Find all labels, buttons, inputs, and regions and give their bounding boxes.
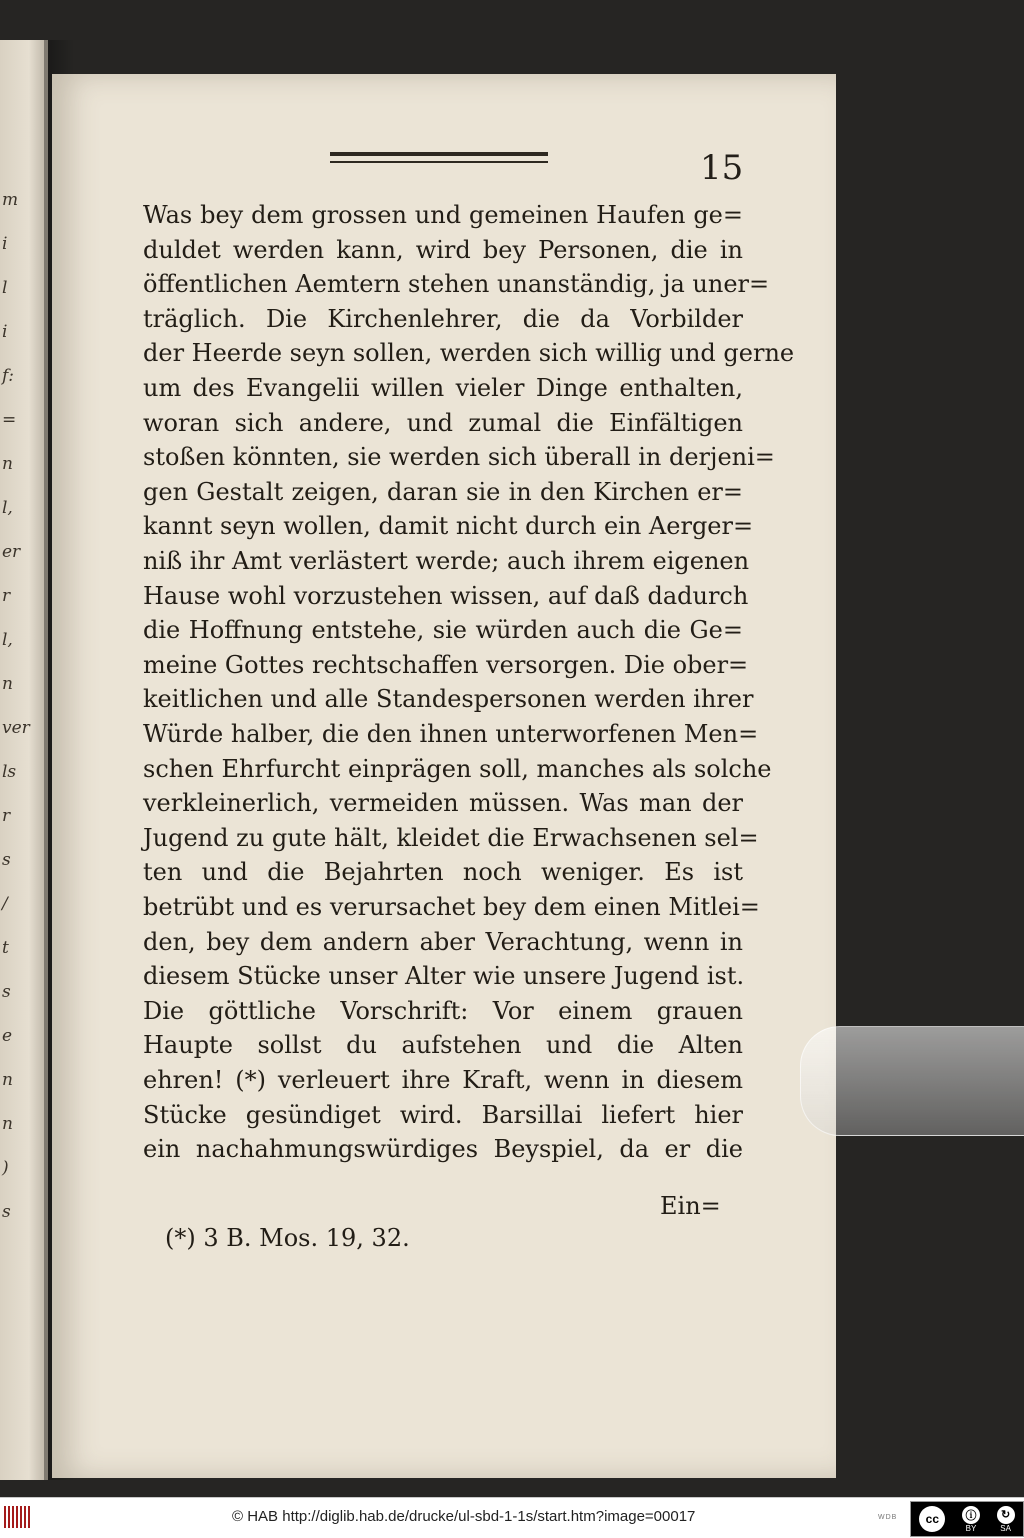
by-part: [962, 1506, 980, 1533]
text-line: die Hoffnung entstehe, sie würden auch die Ge=: [143, 616, 743, 645]
text-line: schen Ehrfurcht einprägen soll, manches als solche: [143, 754, 772, 783]
page-clip: [800, 1026, 1024, 1136]
text-line: stoßen könnten, sie werden sich überall in derjeni=: [143, 443, 775, 472]
prev-page-mark: n: [2, 454, 13, 474]
wdb-mark: WDB: [878, 1514, 898, 1521]
text-line: der Heerde seyn sollen, werden sich willig und gerne: [143, 339, 795, 368]
prev-page-mark: ver: [2, 718, 30, 738]
footer-bar: [0, 1497, 1024, 1538]
text-line: Würde halber, die den ihnen unterworfenen Men=: [143, 720, 759, 748]
text-line: Stücke gesündiget wird. Barsillai liefert hier: [143, 1100, 743, 1129]
sa-label: SA: [1000, 1523, 1011, 1533]
text-line: Was bey dem grossen und gemeinen Haufen ge=: [143, 201, 743, 229]
text-line: woran sich andere, und zumal die Einfältigen: [143, 408, 743, 437]
prev-page-mark: m: [2, 190, 19, 210]
text-line: gen Gestalt zeigen, daran sie in den Kirchen er=: [143, 477, 743, 506]
header-rule-thin: [330, 161, 548, 163]
catchword: Ein=: [660, 1192, 721, 1220]
prev-page-mark: n: [2, 674, 13, 694]
hab-logo-icon[interactable]: [4, 1506, 38, 1530]
prev-page-mark: i: [2, 322, 8, 342]
text-line: kannt seyn wollen, damit nicht durch ein Aerger=: [143, 512, 754, 541]
prev-page-mark: ls: [2, 762, 17, 782]
prev-page-mark: e: [2, 1026, 13, 1046]
text-line: Die göttliche Vorschrift: Vor einem grauen: [143, 996, 743, 1025]
previous-page-edge: [0, 40, 48, 1480]
text-line: den, bey dem andern aber Verachtung, wenn in: [143, 927, 743, 956]
prev-page-mark: t: [2, 938, 9, 958]
prev-page-mark: ): [2, 1158, 9, 1178]
text-line: Haupte sollst du aufstehen und die Alten: [143, 1031, 743, 1060]
sa-part: [997, 1506, 1015, 1533]
share-alike-icon: ↻: [997, 1506, 1015, 1524]
text-line: diesem Stücke unser Alter wie unsere Jugend ist.: [143, 962, 745, 991]
text-line: ten und die Bejahrten noch weniger. Es ist: [143, 858, 743, 887]
text-line: duldet werden kann, wird bey Personen, die in: [143, 235, 743, 264]
text-line: ein nachahmungswürdiges Beyspiel, da er die: [143, 1135, 743, 1164]
copyright-link[interactable]: © HAB http://diglib.hab.de/drucke/ul-sbd-1-1s/start.htm?image=00017: [232, 1508, 696, 1525]
text-line: öffentlichen Aemtern stehen unanständig, ja uner=: [143, 270, 770, 299]
person-icon: ⓘ: [962, 1506, 980, 1524]
text-line: ehren! (*) verleuert ihre Kraft, wenn in diesem: [143, 1066, 743, 1094]
footnote: (*) 3 B. Mos. 19, 32.: [165, 1224, 410, 1252]
by-label: BY: [965, 1523, 977, 1533]
prev-page-mark: s: [2, 850, 11, 870]
prev-page-mark: /: [2, 894, 8, 914]
text-line: betrübt und es verursachet bey dem einen Mitlei=: [143, 893, 760, 921]
text-line: niß ihr Amt verlästert werde; auch ihrem eigenen: [143, 547, 750, 575]
text-line: träglich. Die Kirchenlehrer, die da Vorbilder: [143, 304, 743, 333]
text-line: keitlichen und alle Standespersonen werden ihrer: [143, 685, 754, 714]
page-number: 15: [700, 148, 744, 188]
text-line: meine Gottes rechtschaffen versorgen. Die ober=: [143, 650, 749, 679]
prev-page-mark: l: [2, 278, 8, 298]
prev-page-mark: n: [2, 1114, 13, 1134]
text-line: Hause wohl vorzustehen wissen, auf daß dadurch: [143, 581, 749, 610]
prev-page-mark: =: [2, 410, 17, 430]
prev-page-mark: s: [2, 982, 11, 1002]
cc-icon: cc: [919, 1506, 945, 1532]
text-line: verkleinerlich, vermeiden müssen. Was man der: [143, 789, 743, 818]
text-line: um des Evangelii willen vieler Dinge enthalten,: [143, 374, 743, 402]
prev-page-mark: er: [2, 542, 21, 562]
prev-page-mark: r: [2, 586, 11, 606]
prev-page-mark: r: [2, 806, 11, 826]
prev-page-mark: n: [2, 1070, 13, 1090]
prev-page-mark: l,: [2, 498, 13, 518]
prev-page-mark: l,: [2, 630, 13, 650]
header-rule: [330, 152, 548, 156]
prev-page-mark: f:: [2, 366, 15, 386]
prev-page-mark: i: [2, 234, 8, 254]
license-badge[interactable]: [910, 1501, 1024, 1537]
prev-page-mark: s: [2, 1202, 11, 1222]
text-line: Jugend zu gute hält, kleidet die Erwachsenen sel=: [143, 823, 759, 852]
